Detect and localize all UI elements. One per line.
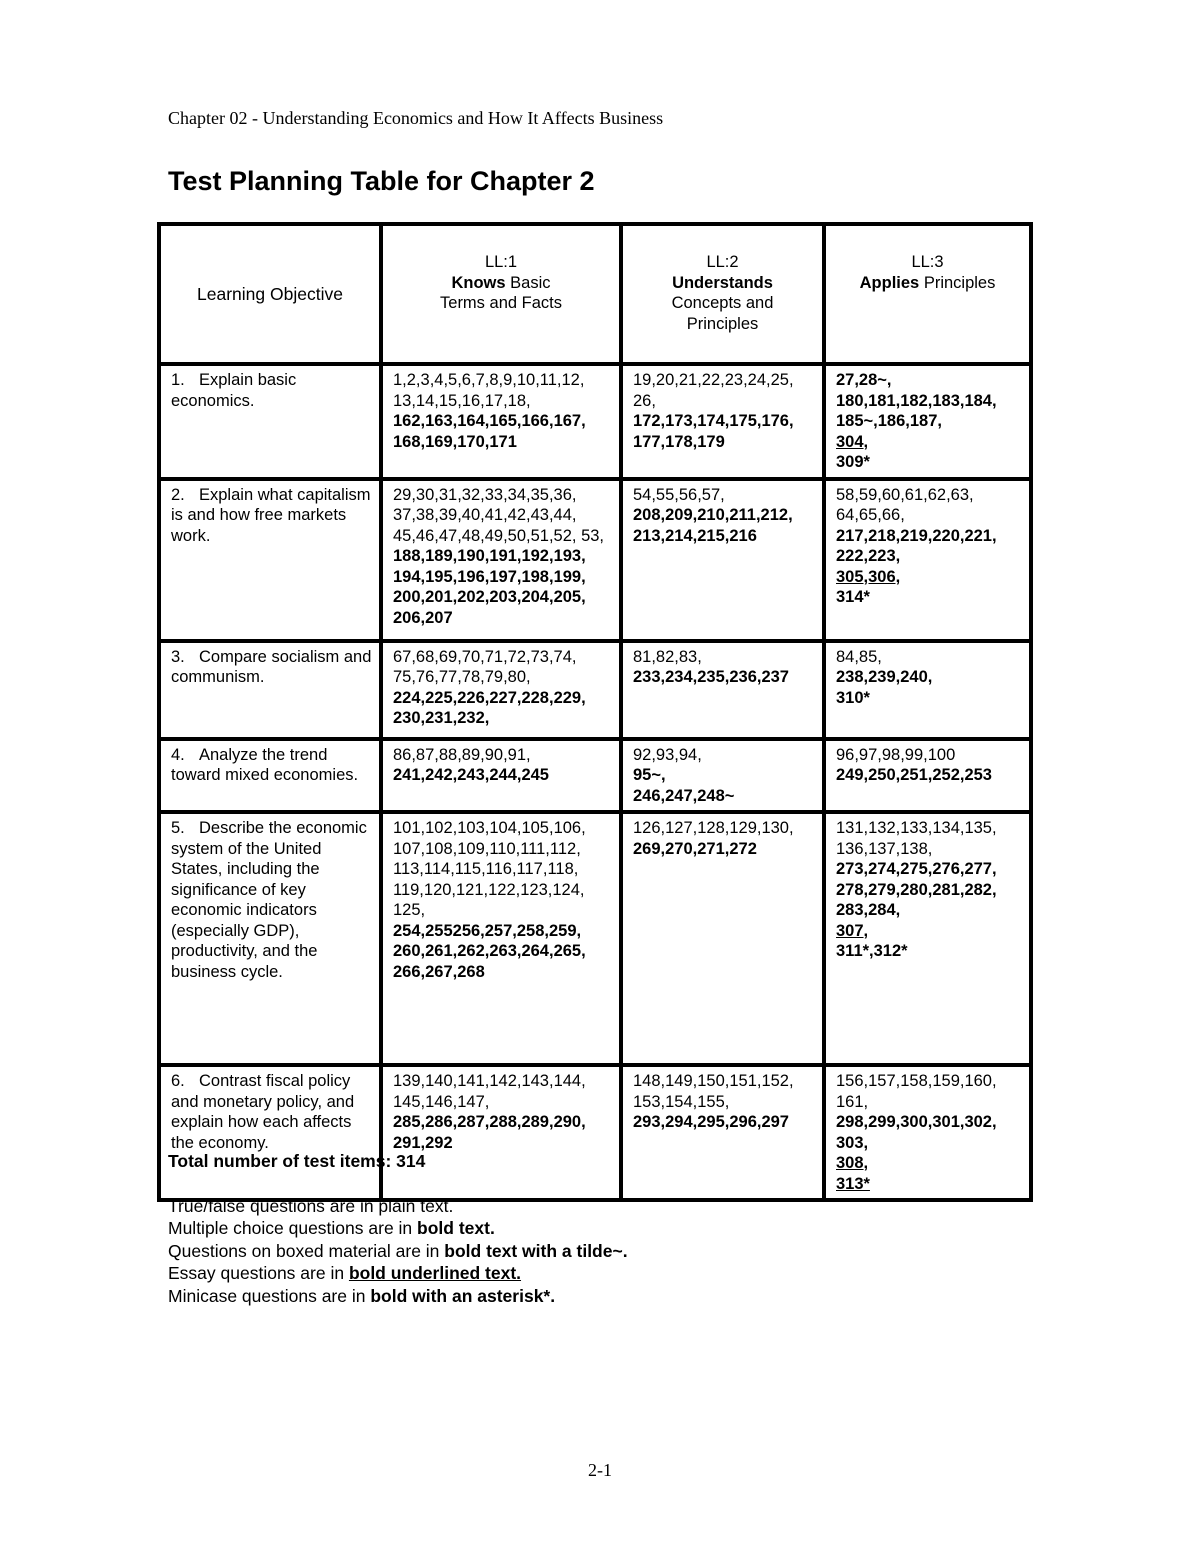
question-numbers: 305,306, xyxy=(836,567,901,586)
table-body xyxy=(159,364,1031,1200)
question-numbers: 293,294,295,296,297 xyxy=(633,1113,789,1131)
table-row xyxy=(159,812,1031,1065)
question-numbers: 180,181,182,183,184, 185~,186,187, xyxy=(836,391,997,430)
ll3-level: LL:3 xyxy=(911,253,944,271)
question-numbers: 139,140,141,142,143,144, 145,146,147, xyxy=(393,1072,586,1111)
note-line xyxy=(168,1195,628,1218)
ll1-rest2: Terms and Facts xyxy=(440,294,562,312)
ll3-desc xyxy=(832,273,1023,294)
objective-text: Describe the economic system of the United States, including the significance of key economic indicators (especially GDP), productivity, and the business cycle. xyxy=(171,819,367,981)
note-line xyxy=(168,1262,628,1285)
ll3-rest1: Principles xyxy=(919,273,996,292)
ll3-cell xyxy=(824,479,1031,641)
col-header-learning-objective: Learning Objective xyxy=(159,224,381,364)
note-text: Minicase questions are in xyxy=(168,1285,371,1306)
question-numbers: 81,82,83, xyxy=(633,647,702,666)
note-text: Essay questions are in xyxy=(168,1263,349,1283)
col-header-ll2 xyxy=(621,224,824,364)
objective-cell xyxy=(159,739,381,813)
ll3-cell xyxy=(824,1065,1031,1200)
question-numbers: 131,132,133,134,135, 136,137,138, xyxy=(836,819,997,858)
note-line xyxy=(168,1217,628,1240)
question-numbers: 254,255256,257,258,259, 260,261,262,263,264,265, 266,267,268 xyxy=(393,921,586,981)
question-numbers: 188,189,190,191,192,193, 194,195,196,197,198,199, 200,201,202,203,204,205, 206,207 xyxy=(393,547,586,627)
note-emphasis: bold with an asterisk*. xyxy=(370,1285,556,1306)
question-numbers: 54,55,56,57, xyxy=(633,485,725,504)
objective-text: Analyze the trend toward mixed economies. xyxy=(171,745,359,784)
question-numbers: 96,97,98,99,100 xyxy=(836,745,956,764)
question-numbers: 92,93,94, xyxy=(633,745,702,764)
note-line xyxy=(168,1240,628,1263)
table-row xyxy=(159,479,1031,641)
question-numbers: 29,30,31,32,33,34,35,36, 37,38,39,40,41,42,43,44, 45,46,47,48,49,50,51,52, 53, xyxy=(393,485,605,545)
question-numbers: 67,68,69,70,71,72,73,74, 75,76,77,78,79,80, xyxy=(393,647,577,686)
question-numbers: 298,299,300,301,302, 303, xyxy=(836,1113,997,1152)
question-numbers: 311*,312* xyxy=(836,942,908,960)
table-row xyxy=(159,739,1031,813)
ll2-rest2: Principles xyxy=(686,314,759,333)
ll2-cell xyxy=(621,479,824,641)
ll2-level: LL:2 xyxy=(706,253,739,271)
ll2-cell xyxy=(621,812,824,1065)
question-numbers: 172,173,174,175,176, 177,178,179 xyxy=(633,412,794,451)
ll2-bold: Understands xyxy=(672,273,773,292)
table-header-row xyxy=(159,224,1031,364)
objective-number: 4. xyxy=(171,745,185,764)
objective-text: Explain basic economics. xyxy=(171,371,297,410)
question-numbers: 208,209,210,211,212, 213,214,215,216 xyxy=(633,506,793,545)
ll2-cell xyxy=(621,364,824,479)
ll1-cell xyxy=(381,479,621,641)
question-numbers: 126,127,128,129,130, xyxy=(633,819,794,837)
ll1-cell xyxy=(381,641,621,739)
question-numbers: 309* xyxy=(836,453,870,471)
ll2-cell xyxy=(621,1065,824,1200)
question-numbers: 27,28~, xyxy=(836,371,892,389)
test-planning-table xyxy=(157,222,1033,1202)
page-title: Test Planning Table for Chapter 2 xyxy=(168,166,595,196)
objective-number: 3. xyxy=(171,647,185,666)
ll2-cell xyxy=(621,641,824,739)
question-numbers: 84,85, xyxy=(836,647,882,666)
question-numbers: 269,270,271,272 xyxy=(633,839,757,858)
question-numbers: 162,163,164,165,166,167, 168,169,170,171 xyxy=(393,412,586,451)
note-text: Questions on boxed material are in xyxy=(168,1240,445,1261)
objective-cell xyxy=(159,641,381,739)
objective-cell xyxy=(159,812,381,1065)
note-emphasis: bold text. xyxy=(417,1218,495,1238)
question-numbers: 307 xyxy=(836,921,864,940)
objective-number: 5. xyxy=(171,819,185,837)
question-numbers-suffix: , xyxy=(863,1154,869,1172)
note-emphasis: bold text with a tilde~. xyxy=(444,1240,628,1261)
objective-number: 6. xyxy=(171,1072,185,1090)
total-items: Total number of test items: 314 xyxy=(168,1151,426,1171)
question-numbers: 156,157,158,159,160, 161, xyxy=(836,1072,997,1111)
ll2-cell xyxy=(621,739,824,813)
notes-list xyxy=(168,1195,628,1308)
ll3-cell xyxy=(824,641,1031,739)
question-numbers: 101,102,103,104,105,106, 107,108,109,110,111,112, 113,114,115,116,117,118, 119,120,121,122,123,124, 125, xyxy=(393,819,586,919)
note-emphasis: bold underlined text. xyxy=(348,1263,522,1283)
question-numbers-suffix: , xyxy=(863,921,869,940)
note-line xyxy=(168,1285,628,1308)
question-numbers: 249,250,251,252,253 xyxy=(836,766,992,784)
col-header-ll3 xyxy=(824,224,1031,364)
question-numbers: 304 xyxy=(836,432,864,451)
ll1-cell xyxy=(381,812,621,1065)
ll3-bold: Applies xyxy=(859,273,920,292)
question-numbers: 1,2,3,4,5,6,7,8,9,10,11,12, 13,14,15,16,17,18, xyxy=(393,371,585,410)
question-numbers: 246,247,248~ xyxy=(633,786,735,805)
question-numbers: 19,20,21,22,23,24,25, 26, xyxy=(633,371,794,410)
ll2-rest1: Concepts and xyxy=(671,294,774,312)
question-numbers: 314* xyxy=(836,588,870,606)
question-numbers: 224,225,226,227,228,229, 230,231,232, xyxy=(393,688,586,727)
ll1-cell xyxy=(381,364,621,479)
question-numbers: 95~, xyxy=(633,766,666,784)
note-text: True/false questions are in plain text. xyxy=(168,1195,454,1216)
question-numbers: 313* xyxy=(836,1174,870,1193)
objective-cell xyxy=(159,364,381,479)
objective-text: Contrast fiscal policy and monetary policy, and explain how each affects the economy. xyxy=(171,1072,355,1152)
ll3-cell xyxy=(824,739,1031,813)
page-number: 2-1 xyxy=(588,1460,612,1480)
question-numbers: 233,234,235,236,237 xyxy=(633,668,789,686)
question-numbers: 238,239,240, xyxy=(836,668,933,686)
question-numbers: 273,274,275,276,277, 278,279,280,281,282, 283,284, xyxy=(836,860,997,919)
question-numbers: 86,87,88,89,90,91, xyxy=(393,745,531,764)
objective-number: 1. xyxy=(171,371,185,389)
question-numbers: 285,286,287,288,289,290, 291,292 xyxy=(393,1113,586,1152)
ll3-cell xyxy=(824,812,1031,1065)
question-numbers: 148,149,150,151,152, 153,154,155, xyxy=(633,1072,794,1111)
ll1-bold: Knows xyxy=(451,273,506,292)
note-text: Multiple choice questions are in xyxy=(168,1218,418,1238)
objective-text: Explain what capitalism is and how free markets work. xyxy=(171,485,371,545)
ll1-desc xyxy=(389,273,613,294)
question-numbers: 217,218,219,220,221, 222,223, xyxy=(836,526,997,565)
question-numbers: 241,242,243,244,245 xyxy=(393,766,549,784)
ll1-level: LL:1 xyxy=(484,253,518,271)
table-row xyxy=(159,641,1031,739)
ll1-rest1: Basic xyxy=(505,273,551,292)
chapter-header: Chapter 02 - Understanding Economics and How It Affects Business xyxy=(168,108,664,128)
col-header-ll1 xyxy=(381,224,621,364)
objective-cell xyxy=(159,479,381,641)
question-numbers: 310* xyxy=(836,688,870,707)
question-numbers: 308 xyxy=(836,1154,864,1172)
ll1-cell xyxy=(381,739,621,813)
legend-notes xyxy=(168,1150,628,1307)
ll3-cell xyxy=(824,364,1031,479)
objective-number: 2. xyxy=(171,485,185,504)
question-numbers: 58,59,60,61,62,63, 64,65,66, xyxy=(836,485,974,524)
table-row xyxy=(159,364,1031,479)
question-numbers-suffix: , xyxy=(863,432,869,451)
objective-text: Compare socialism and communism. xyxy=(171,647,372,686)
